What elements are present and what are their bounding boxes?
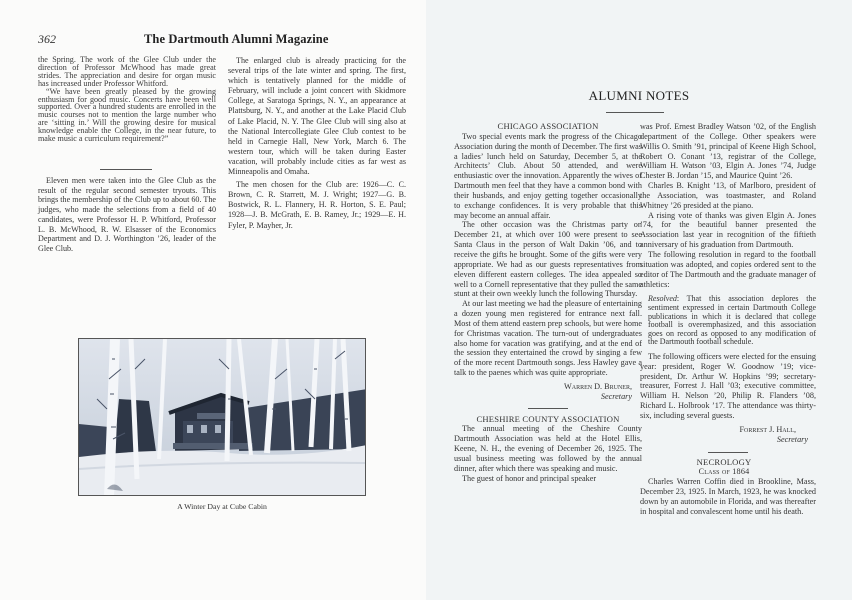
signature-name: Forrest J. Hall, bbox=[739, 424, 796, 434]
page-number: 362 bbox=[38, 32, 56, 46]
magazine-title: The Dartmouth Alumni Magazine bbox=[144, 32, 329, 46]
chicago-signature bbox=[454, 382, 642, 392]
glee-club-quote bbox=[38, 56, 216, 143]
section-divider bbox=[100, 169, 152, 170]
resolution-label: Resolved bbox=[648, 294, 677, 304]
alumni-notes-title: ALUMNI NOTES bbox=[588, 88, 690, 103]
section-divider bbox=[708, 452, 748, 453]
officers-paragraph: The following officers were elected for the ensuing year: president, Roger W. Goodnow ’19; vice-president, Dr. Arthur W. Hopkins ’99; secretary-treasurer, Forrest J. Hall ’03; executive committee, William H. Nelson ’20, Philip R. Flanders ’08, Richard L. Holbrook ’17. The attendance was thirty-six, including several guests. bbox=[640, 351, 816, 420]
cheshire-continued: was Prof. Ernest Bradley Watson ’02, of the English department of the College. Other speakers were Willis O. Smith ’91, principal of Keene High School, Robert O. Conant ’13, registrar of the College, William H. Watson ’03, Elgin A. Jones ’74, Judge Chester B. Jordan ’15, and Maurice Quint ’26. bbox=[640, 122, 816, 181]
cheshire-paragraph: A rising vote of thanks was given Elgin A. Jones ’74, for the beautiful banner presented the Association last year in recognition of the fiftieth anniversary of his graduation from Dartmouth. bbox=[640, 210, 816, 250]
title-rule bbox=[606, 112, 664, 113]
chicago-paragraph: Two special events mark the progress of the Chicago Association during the month of December. The first was a ladies’ lunch held on Saturday, December 5, at the Architects’ Club. About 50 attended, and were enthusiastic over the innovation. Apparently the wives of Dartmouth men feel that they have a common bond with their husbands, and enjoy getting together occasionally to exchange confidences. It is very probable that this may become an annual affair. bbox=[454, 131, 642, 220]
glee-club-tryouts-text bbox=[38, 176, 216, 254]
quote-paragraph: “We have been greatly pleased by the growing enthusiasm for good music. Concerts have been well supported. Over a hundred students are enrolled in the music courses not to mention the large number who are ‘sitting in.’ Will the growing desire for musical knowledge enable the College, in the near future, to make music a curriculum requirement?” bbox=[38, 86, 216, 144]
section-divider bbox=[528, 408, 568, 409]
cheshire-signature-role bbox=[640, 435, 816, 445]
cheshire-paragraph: The guest of honor and principal speaker bbox=[462, 473, 597, 483]
body-paragraph: Eleven men were taken into the Glee Club as the result of the regular second semester tryouts. This brings the membership of the Club up to about 60. The judges, who made the selections from a field of 40 candidates, were Professor H. P. Whitford, Professor L. B. McWhood, R. W. Elsasser of the Economics Department and D. J. Worthington ’26, leader of the Glee Club. bbox=[38, 176, 216, 253]
signature-role: Secretary bbox=[776, 434, 808, 444]
photo-caption: A Winter Day at Cube Cabin bbox=[177, 502, 267, 511]
quote-paragraph: the Spring. The work of the Glee Club under the direction of Professor McWhood has made great strides. The appreciation and desire for organ music has increased under Professor Whitford. bbox=[38, 55, 216, 88]
resolution bbox=[640, 295, 816, 347]
cheshire-paragraph: The annual meeting of the Cheshire County Dartmouth Association was held at the Hotel Ellis, Keene, N. H., the evening of December 26, 1925. The usual business meeting was followed by the annual dinner, after which there was speaking and music. bbox=[454, 424, 642, 473]
glee-club-trips-text bbox=[228, 56, 406, 231]
cheshire-paragraph: Charles B. Knight ’13, of Marlboro, president of the Association, was toastmaster, and Roland Whitney ’26 presided at the piano. bbox=[640, 181, 816, 210]
cheshire-signature bbox=[640, 425, 816, 435]
body-paragraph: The enlarged club is already practicing for the several trips of the late winter and spring. The first, which is tentatively planned for the middle of February, will include a joint concert with Skidmore College, at Saratoga Springs, N. Y., an appearance at Plattsburg, N. Y., and another at the Lake Placid Club of Lake Placid, N. Y. The Glee Club will sing also at the National Intercollegiate Glee Club contest to be held in Carnegie Hall, New York, March 6. The western tour, which will be taken during Easter vacation, will probably include cities as far west as Minneapolis and Omaha. bbox=[228, 56, 406, 177]
signature-role: Secretary bbox=[600, 391, 632, 401]
resolution-text: : That this association deplores the sentiment expressed in certain Dartmouth College publications in which it is declared that college football is overemphasized, and this association goes on record as opposed to any modification of the Dartmouth football schedule. bbox=[648, 294, 816, 347]
chicago-paragraph: The other occasion was the Christmas party on December 21, at which over 100 were present to see Santa Claus in the person of Walt Dakin ’06, and to receive the gifts he brought. Some of the gifts were very appropriate. We had as our guests representatives from eleven different eastern colleges. The idea appealed so well to a Cornell representative that they pulled the same stunt at their own weekly lunch the following Thursday. bbox=[454, 220, 642, 299]
necrology-paragraph: Charles Warren Coffin died in Brookline, Mass, December 23, 1925. In March, 1923, he was knocked down by an automobile in Florida, and was thereafter in hospital and convalescent home until his death. bbox=[640, 477, 816, 516]
cheshire-paragraph: The following resolution in regard to the football situation was adopted, and copies ordered sent to the editor of The Dartmouth and the graduate manager of athletics: bbox=[640, 249, 816, 289]
right-column-2 bbox=[640, 122, 816, 517]
running-head bbox=[38, 32, 408, 48]
chicago-heading: CHICAGO ASSOCIATION bbox=[497, 121, 599, 131]
necrology-class: Class of 1864 bbox=[698, 467, 750, 477]
signature-name: Warren D. Bruner, bbox=[564, 381, 632, 391]
right-column-1 bbox=[454, 122, 642, 484]
cabin-illustration bbox=[79, 339, 366, 496]
chicago-paragraph: At our last meeting we had the pleasure of entertaining a dozen young men registered for entrance next fall. Most of them attend eastern prep schools, but were home for Christmas vacation. The turn-out of undergraduates also home for vacation was gratifying, and at the end of the session they entertained the crowd by singing a few of the more recent Dartmouth songs. Jess Hawley gave a talk to the paenes which was quite appropriate. bbox=[454, 299, 642, 378]
necrology-heading: NECROLOGY bbox=[696, 456, 752, 467]
body-paragraph: The men chosen for the Club are: 1926—C. C. Brown, C. R. Starrett, M. J. Wright; 1927—G. B. Bostwick, R. L. Flannery, H. R. Horton, S. E. Paul; 1928—J. B. McGrath, E. B. Ramey, Jr.; 1929—E. H. Fyler, P. Mayher, Jr. bbox=[228, 180, 406, 230]
chicago-signature-role bbox=[454, 392, 642, 402]
cheshire-heading: CHESHIRE COUNTY ASSOCIATION bbox=[476, 413, 620, 424]
winter-cabin-photo bbox=[78, 338, 366, 496]
